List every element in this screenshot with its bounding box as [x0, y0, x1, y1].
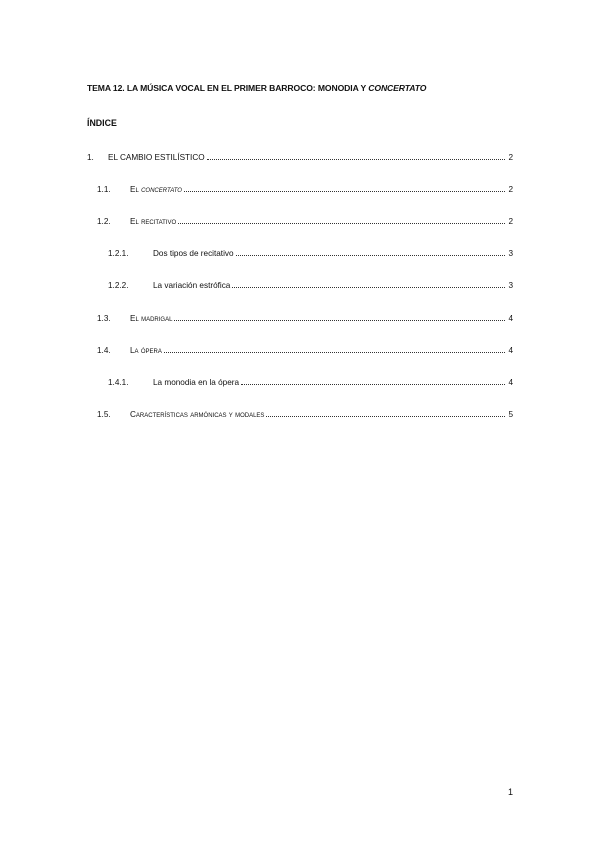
toc-dot-leader: [232, 287, 505, 288]
toc-dot-leader: [266, 416, 505, 417]
toc-entry-number: 1.: [87, 153, 94, 162]
toc-entry-number: 1.2.1.: [108, 249, 129, 258]
toc-entry-label: [130, 185, 182, 194]
toc-entry[interactable]: [108, 246, 513, 258]
document-title: [87, 83, 426, 93]
toc-entry-number: 1.2.: [97, 217, 111, 226]
toc-dot-leader: [236, 255, 505, 256]
toc-dot-leader: [241, 384, 505, 385]
toc-entry-number: 1.1.: [97, 185, 111, 194]
toc-entry-page: 5: [508, 410, 513, 419]
toc-entry-label: [130, 314, 172, 323]
toc-entry-page: 4: [508, 314, 513, 323]
toc-entry-page: 3: [508, 281, 513, 290]
toc-entry-label: [108, 153, 205, 162]
toc-entry-label-text: El madrigal: [130, 314, 173, 323]
toc-entry-number: 1.3.: [97, 314, 111, 323]
toc-entry-label: [153, 378, 239, 387]
toc-entry-label-text: La monodia en la ópera: [153, 378, 240, 387]
toc-entry-label-text: EL CAMBIO ESTILÍSTICO: [108, 153, 205, 162]
toc-entry-number: 1.2.2.: [108, 281, 129, 290]
toc-dot-leader: [178, 223, 505, 224]
toc-entry-label: [153, 249, 234, 258]
toc-entry-label: [130, 410, 264, 419]
toc-dot-leader: [184, 191, 505, 192]
page-number: 1: [508, 787, 514, 797]
toc-entry[interactable]: [108, 278, 513, 290]
toc-entry-label-italic: concertato: [141, 185, 182, 194]
toc-entry-label-text: La ópera: [130, 346, 162, 355]
toc-entry[interactable]: [97, 214, 513, 226]
toc-entry-label: [130, 217, 176, 226]
toc-entry-number: 1.4.1.: [108, 378, 129, 387]
title-main-text: TEMA 12. LA MÚSICA VOCAL EN EL PRIMER BARROCO: MONODIA Y: [87, 83, 369, 93]
toc-entry[interactable]: [97, 343, 513, 355]
toc-entry-page: 3: [508, 249, 513, 258]
toc-entry-page: 4: [508, 346, 513, 355]
toc-entry-page: 2: [508, 185, 513, 194]
toc-entry-label-text: Dos tipos de recitativo: [153, 249, 234, 258]
toc-dot-leader: [207, 159, 505, 160]
toc-entry-page: 4: [508, 378, 513, 387]
title-italic-text: CONCERTATO: [368, 83, 427, 93]
index-heading: ÍNDICE: [87, 118, 117, 128]
toc-entry-label-text: El: [130, 185, 142, 194]
toc-entry[interactable]: [87, 150, 513, 162]
toc-entry-number: 1.5.: [97, 410, 111, 419]
toc-entry-label: [130, 346, 162, 355]
toc-entry-page: 2: [508, 153, 513, 162]
toc-entry-label: [153, 281, 230, 290]
toc-dot-leader: [174, 320, 505, 321]
toc-entry-page: 2: [508, 217, 513, 226]
toc-entry-number: 1.4.: [97, 346, 111, 355]
toc-entry-label-text: La variación estrófica: [153, 281, 231, 290]
toc-entry-label-text: Características armónicas y modales: [130, 410, 265, 419]
toc-entry[interactable]: [97, 407, 513, 419]
toc-entry[interactable]: [108, 375, 513, 387]
toc-entry-label-text: El recitativo: [130, 217, 177, 226]
toc-entry[interactable]: [97, 311, 513, 323]
toc-dot-leader: [164, 352, 505, 353]
toc-entry[interactable]: [97, 182, 513, 194]
